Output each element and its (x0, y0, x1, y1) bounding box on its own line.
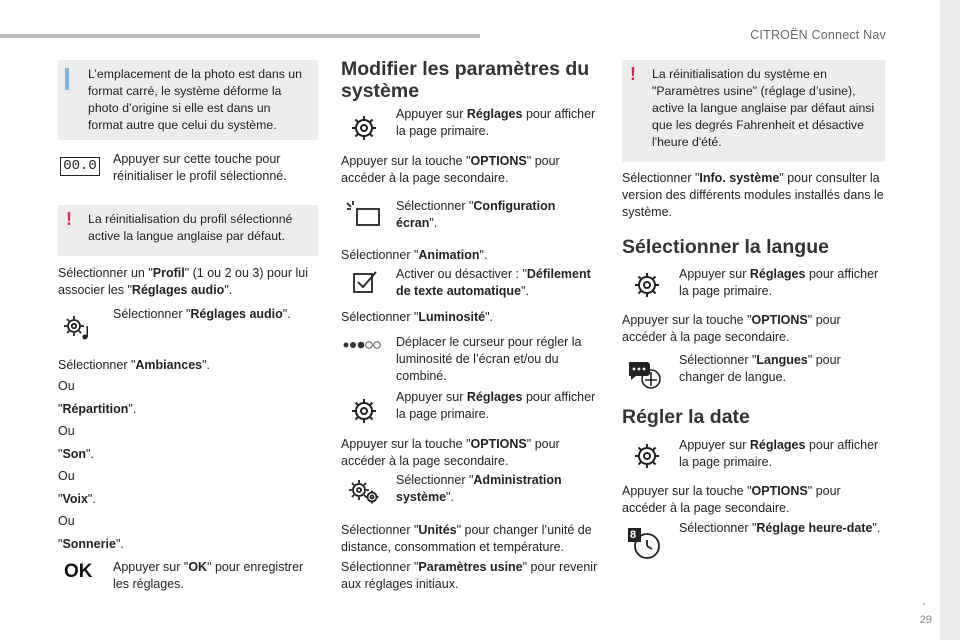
l-step2: Appuyer sur la touche "OPTIONS" pour accéder à la page secondaire. (622, 313, 841, 344)
screen-config-icon (345, 200, 381, 230)
or-3: Ou (58, 469, 75, 483)
clock-badge-number: 8 (630, 529, 637, 541)
language-icon (627, 358, 665, 390)
m-step4: Sélectionner "Animation". (341, 248, 488, 262)
ok-desc: Appuyer sur "OK" pour enregistrer les réglages. (113, 560, 304, 591)
info-note (58, 60, 318, 140)
or-4: Ou (58, 514, 75, 528)
d-step2: Appuyer sur la touche "OPTIONS" pour accéder à la page secondaire. (622, 484, 841, 515)
m-step5: Activer ou désactiver : "Défilement de texte automatique". (396, 267, 591, 298)
l-step1: Appuyer sur Réglages pour afficher la page primaire. (679, 267, 879, 298)
settings-icon-3 (632, 270, 662, 300)
side-strip (940, 0, 960, 640)
d-step3: Sélectionner "Réglage heure-date". (679, 521, 881, 535)
warning-icon: ! (66, 209, 72, 229)
brightness-dots-icon (342, 338, 382, 352)
date-title: Régler la date (622, 406, 750, 428)
settings-icon-4 (632, 441, 662, 471)
factory-warning-note (622, 60, 885, 162)
system-settings-title: Modifier les paramètres du système (341, 58, 590, 102)
language-title: Sélectionner la langue (622, 236, 829, 258)
info-bar (65, 68, 69, 90)
info-note-text: L’emplacement de la photo est dans un format carré, le système déforme la photo d’origine si elle est dans un format autre que celui du système. (88, 67, 302, 132)
settings-icon-2 (349, 396, 379, 426)
ok-key-icon: OK (64, 561, 93, 582)
profile-text: Sélectionner un "Profil" (1 ou 2 ou 3) pour lui associer les "Réglages audio". (58, 266, 308, 297)
audio-desc: Sélectionner "Réglages audio". (113, 307, 291, 321)
page-number: 29 (919, 614, 932, 626)
repartition-text: "Répartition". (58, 402, 137, 416)
m-step1: Appuyer sur Réglages pour afficher la page primaire. (396, 107, 596, 138)
reset-key-icon: 00.0 (60, 157, 100, 176)
ambiances-text: Sélectionner "Ambiances". (58, 358, 211, 372)
checkbox-icon (352, 268, 378, 294)
warning-note-text: La réinitialisation du profil sélectionné active la langue anglaise par défaut. (88, 212, 293, 243)
d-step1: Appuyer sur Réglages pour afficher la page primaire. (679, 438, 879, 469)
reset-desc: Appuyer sur cette touche pour réinitialiser le profil sélectionné. (113, 152, 287, 183)
admin-settings-icon (346, 477, 382, 507)
m-step2: Appuyer sur la touche "OPTIONS" pour accéder à la page secondaire. (341, 154, 560, 185)
page-header-title: CITROËN Connect Nav (750, 28, 886, 42)
m-step6: Sélectionner "Luminosité". (341, 310, 493, 324)
m-step7: Déplacer le curseur pour régler la luminosité de l’écran et/ou du combiné. (396, 335, 582, 383)
m-step8: Appuyer sur Réglages pour afficher la page primaire. (396, 390, 596, 421)
m-step9: Appuyer sur la touche "OPTIONS" pour accéder à la page secondaire. (341, 437, 560, 468)
settings-icon (349, 113, 379, 143)
or-1: Ou (58, 379, 75, 393)
warning-note (58, 205, 318, 256)
settings-music-icon (62, 313, 92, 343)
sonnerie-text: "Sonnerie". (58, 537, 124, 551)
factory-warning-text: La réinitialisation du système en "Paramètres usine" (réglage d’usine), active la langue anglaise par défaut ainsi que les degrés Fahrenheit et désactive l'heure d'été. (652, 67, 875, 149)
m-step11: Sélectionner "Unités" pour changer l’unité de distance, consommation et température. (341, 523, 592, 554)
m-step12: Sélectionner "Paramètres usine" pour revenir aux réglages initiaux. (341, 560, 598, 591)
l-step3: Sélectionner "Langues" pour changer de langue. (679, 353, 841, 384)
or-2: Ou (58, 424, 75, 438)
m-step10: Sélectionner "Administration système". (396, 473, 562, 504)
voix-text: "Voix". (58, 492, 96, 506)
info-system-text: Sélectionner "Info. système" pour consulter la version des différents modules installés dans le système. (622, 171, 884, 219)
page-dot: . (922, 592, 926, 608)
warning-icon-2: ! (630, 64, 636, 84)
son-text: "Son". (58, 447, 94, 461)
m-step3: Sélectionner "Configuration écran". (396, 199, 556, 230)
header-rule (0, 34, 480, 38)
